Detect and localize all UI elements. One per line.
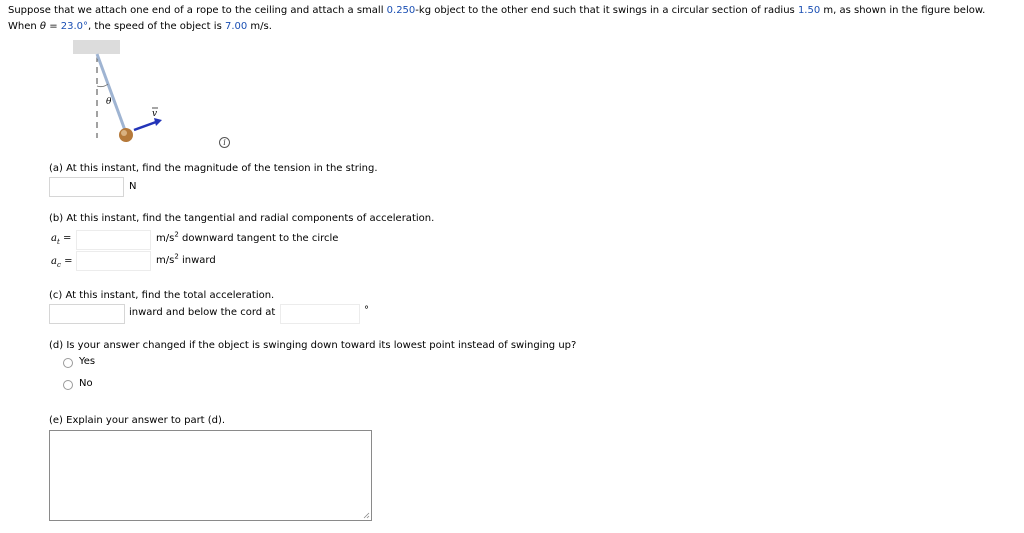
ac-direction: inward	[178, 255, 216, 266]
explanation-textarea[interactable]	[49, 430, 372, 521]
yes-radio[interactable]	[63, 358, 73, 368]
no-radio[interactable]	[63, 380, 73, 390]
bob-highlight	[121, 130, 127, 136]
tangential-accel-input[interactable]	[76, 230, 151, 250]
problem-text: =	[46, 21, 61, 32]
mass-value: 0.250	[386, 5, 416, 16]
problem-text: , the speed of the object is	[88, 21, 225, 32]
part-d-question: (d) Is your answer changed if the object is swinging down toward its lowest point instead of swinging up?	[49, 340, 577, 351]
at-symbol: a	[51, 233, 57, 244]
at-unit: m/s	[156, 233, 175, 244]
at-label	[51, 233, 71, 244]
no-label[interactable]: No	[79, 378, 93, 389]
at-subscript: t	[56, 238, 60, 246]
ac-subscript: c	[56, 261, 61, 269]
part-a-question: (a) At this instant, find the magnitude of the tension in the string.	[49, 163, 378, 174]
tension-unit: N	[129, 181, 137, 192]
info-icon[interactable]: i	[219, 137, 230, 148]
ac-unit-sup: 2	[174, 252, 179, 261]
ac-symbol: a	[51, 256, 57, 267]
speed-value: 7.00	[224, 21, 248, 32]
tension-input[interactable]	[49, 177, 124, 197]
velocity-arrow	[134, 122, 156, 130]
at-unit-text	[156, 230, 339, 244]
degree-unit: °	[364, 305, 369, 316]
theta-symbol: θ	[39, 21, 47, 32]
problem-text: m/s.	[247, 21, 272, 32]
total-accel-direction: inward and below the cord at	[129, 307, 276, 318]
problem-text: m, as shown in the figure below.	[820, 5, 986, 16]
ac-unit: m/s	[156, 255, 175, 266]
resize-grip-icon[interactable]	[363, 512, 370, 519]
part-e-question: (e) Explain your answer to part (d).	[49, 415, 226, 426]
velocity-label: v	[152, 109, 158, 119]
at-direction: downward tangent to the circle	[178, 233, 339, 244]
ceiling	[73, 40, 120, 54]
problem-text: -kg object to the other end such that it swings in a circular section of radius	[415, 5, 798, 16]
angle-value: 23.0°	[60, 21, 89, 32]
velocity-arrowhead	[154, 118, 162, 126]
total-accel-angle-input[interactable]	[280, 304, 360, 324]
problem-text: When	[8, 21, 40, 32]
ac-equals: =	[60, 256, 73, 267]
at-equals: =	[59, 233, 72, 244]
problem-text: Suppose that we attach one end of a rope to the ceiling and attach a small	[8, 5, 387, 16]
yes-label[interactable]: Yes	[79, 356, 96, 367]
part-c-question: (c) At this instant, find the total acceleration.	[49, 290, 275, 301]
ac-label	[51, 256, 72, 267]
problem-statement	[8, 3, 1018, 35]
total-accel-input[interactable]	[49, 304, 125, 324]
angle-arc	[97, 84, 108, 87]
at-unit-sup: 2	[174, 230, 179, 239]
rope	[97, 54, 126, 133]
radial-accel-input[interactable]	[76, 251, 151, 271]
part-b-question: (b) At this instant, find the tangential and radial components of acceleration.	[49, 213, 435, 224]
radius-value: 1.50	[797, 5, 821, 16]
theta-label: θ	[106, 97, 112, 107]
pendulum-figure	[70, 38, 180, 148]
ac-unit-text	[156, 252, 216, 266]
